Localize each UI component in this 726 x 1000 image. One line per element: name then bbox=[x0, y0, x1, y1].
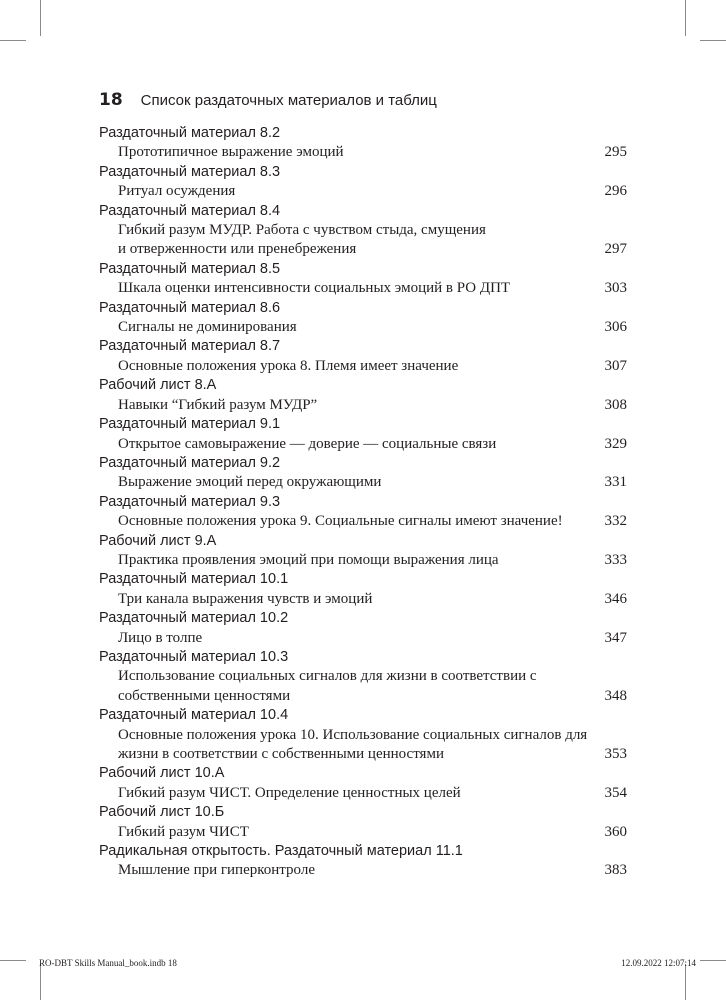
toc-entry-category: Рабочий лист 9.А bbox=[99, 532, 217, 549]
toc-entry bbox=[99, 260, 627, 299]
toc-entry-page-number: 307 bbox=[604, 357, 627, 374]
page-number: 18 bbox=[99, 90, 123, 110]
crop-mark-right-top bbox=[700, 40, 726, 41]
toc-entry-title bbox=[99, 861, 627, 880]
toc-entry-title-line: Сигналы не доминирования bbox=[118, 319, 297, 336]
toc-entry bbox=[99, 415, 627, 454]
toc-entry-title-line: Лицо в толпе bbox=[118, 629, 203, 646]
toc-entry-page-number: 383 bbox=[604, 862, 627, 879]
toc-entry-title-line: Практика проявления эмоций при помощи выражения лица bbox=[118, 551, 499, 568]
toc-entry-title bbox=[99, 512, 627, 531]
toc-entry-title-line: Открытое самовыражение — доверие — социальные связи bbox=[118, 435, 497, 452]
toc-entry-category: Рабочий лист 10.Б bbox=[99, 804, 225, 821]
toc-entry-page-number: 333 bbox=[604, 551, 627, 568]
toc-entry bbox=[99, 493, 627, 532]
toc-entry-category: Раздаточный материал 8.4 bbox=[99, 202, 281, 219]
toc-entry-title-line: и отверженности или пренебрежения bbox=[118, 241, 357, 258]
toc-entry-page-number: 360 bbox=[604, 823, 627, 840]
toc-entry-category: Раздаточный материал 10.1 bbox=[99, 571, 289, 588]
toc-entry-page-number: 329 bbox=[604, 435, 627, 452]
toc-entry-title-line: Гибкий разум ЧИСТ bbox=[118, 823, 249, 840]
toc-entry-page-number: 303 bbox=[604, 280, 627, 297]
toc-entry-title-line: Мышление при гиперконтроле bbox=[118, 862, 315, 879]
toc-entry bbox=[99, 163, 627, 202]
crop-mark-top-right bbox=[685, 0, 686, 36]
toc-entry-title-line: Три канала выражения чувств и эмоций bbox=[118, 590, 373, 607]
toc-entry-title bbox=[99, 726, 627, 765]
toc-entry-category: Раздаточный материал 9.1 bbox=[99, 416, 281, 433]
toc-entry-title bbox=[99, 435, 627, 454]
toc-entry-title-line: собственными ценностями bbox=[118, 687, 291, 704]
toc-entry-title-line: жизни в соответствии с собственными ценностями bbox=[118, 746, 444, 762]
toc-entry bbox=[99, 648, 627, 706]
toc-entry-title-line: Основные положения урока 10. Использование социальных сигналов для bbox=[118, 726, 588, 743]
crop-mark-left-top bbox=[0, 40, 26, 41]
toc-entry-page-number: 353 bbox=[604, 746, 627, 762]
toc-entry-title bbox=[99, 182, 627, 201]
toc-entry-title-line: Выражение эмоций перед окружающими bbox=[118, 474, 382, 491]
crop-mark-top-left bbox=[40, 0, 41, 36]
toc-entry-page-number: 354 bbox=[604, 784, 627, 801]
toc-entry-category: Раздаточный материал 10.4 bbox=[99, 707, 289, 724]
toc-entry bbox=[99, 454, 627, 493]
toc-entry-title-line: Ритуал осуждения bbox=[118, 183, 236, 200]
toc-entry-category: Раздаточный материал 8.6 bbox=[99, 299, 281, 316]
toc-entry-title-line: Навыки “Гибкий разум МУДР” bbox=[118, 396, 318, 413]
toc-entry-title bbox=[99, 629, 627, 648]
toc-entry bbox=[99, 532, 627, 571]
toc-entry-page-number: 295 bbox=[604, 144, 627, 161]
toc-entry bbox=[99, 124, 627, 163]
toc-entry bbox=[99, 299, 627, 338]
toc-entry-category: Раздаточный материал 10.3 bbox=[99, 648, 289, 665]
running-title: Список раздаточных материалов и таблиц bbox=[140, 92, 437, 109]
toc-entry-title bbox=[99, 784, 627, 803]
toc-entry-title-line: Основные положения урока 8. Племя имеет значение bbox=[118, 357, 459, 374]
toc-entry-title-line: Использование социальных сигналов для жизни в соответствии с bbox=[118, 668, 537, 685]
toc-entry-title bbox=[99, 143, 627, 162]
toc-entry-title bbox=[99, 551, 627, 570]
toc-entry-category: Раздаточный материал 9.2 bbox=[99, 454, 281, 471]
toc-entry-title-line: Гибкий разум МУДР. Работа с чувством стыда, смущения bbox=[118, 222, 486, 239]
toc-entry bbox=[99, 764, 627, 803]
toc-entry-title bbox=[99, 667, 627, 706]
toc-entry-category: Рабочий лист 8.А bbox=[99, 377, 217, 394]
footer-file-label: RO-DBT Skills Manual_book.indb 18 bbox=[39, 958, 177, 968]
toc-entry-category: Раздаточный материал 8.3 bbox=[99, 163, 281, 180]
toc-entry-page-number: 306 bbox=[604, 319, 627, 336]
toc-entry-category: Раздаточный материал 8.5 bbox=[99, 260, 281, 277]
toc-entry-page-number: 346 bbox=[604, 590, 627, 607]
toc-entry bbox=[99, 570, 627, 609]
toc-entry-page-number: 347 bbox=[604, 629, 627, 646]
toc-entry-title bbox=[99, 279, 627, 298]
toc-entry-category: Раздаточный материал 8.7 bbox=[99, 338, 281, 355]
footer-timestamp: 12.09.2022 12:07:14 bbox=[621, 958, 696, 968]
toc-entry bbox=[99, 376, 627, 415]
toc-entry-title bbox=[99, 823, 627, 842]
toc-entry-page-number: 297 bbox=[604, 241, 627, 258]
toc-entry-title-line: Основные положения урока 9. Социальные сигналы имеют значение! bbox=[118, 513, 563, 530]
toc-entry-title bbox=[99, 357, 627, 376]
toc-entry-page-number: 331 bbox=[604, 474, 627, 491]
toc-entry-category: Раздаточный материал 10.2 bbox=[99, 610, 289, 627]
toc-entry-title-line: Гибкий разум ЧИСТ. Определение ценностных целей bbox=[118, 784, 461, 801]
toc-entry-title bbox=[99, 318, 627, 337]
toc-entry-title bbox=[99, 473, 627, 492]
toc-entry bbox=[99, 337, 627, 376]
toc-entry bbox=[99, 202, 627, 260]
running-header bbox=[99, 90, 639, 118]
toc-entry-page-number: 296 bbox=[604, 183, 627, 200]
toc-entry-category: Радикальная открытость. Раздаточный материал 11.1 bbox=[99, 843, 463, 860]
toc-entry bbox=[99, 842, 627, 881]
toc-entry-category: Раздаточный материал 8.2 bbox=[99, 125, 281, 141]
toc-entry-category: Рабочий лист 10.А bbox=[99, 765, 225, 782]
toc-entry-category: Раздаточный материал 9.3 bbox=[99, 493, 281, 510]
toc-entry-title-line: Шкала оценки интенсивности социальных эмоций в РО ДПТ bbox=[118, 280, 511, 297]
toc-entry bbox=[99, 609, 627, 648]
toc-entry-title bbox=[99, 221, 627, 260]
toc-entry-title bbox=[99, 396, 627, 415]
toc-entry-page-number: 332 bbox=[604, 513, 627, 530]
toc-entry-page-number: 308 bbox=[604, 396, 627, 413]
toc-entry bbox=[99, 803, 627, 842]
toc-list bbox=[99, 124, 627, 881]
toc-entry bbox=[99, 706, 627, 764]
toc-entry-title bbox=[99, 590, 627, 609]
toc-entry-page-number: 348 bbox=[604, 687, 627, 704]
print-footer bbox=[0, 958, 726, 972]
toc-entry-title-line: Прототипичное выражение эмоций bbox=[118, 144, 344, 161]
